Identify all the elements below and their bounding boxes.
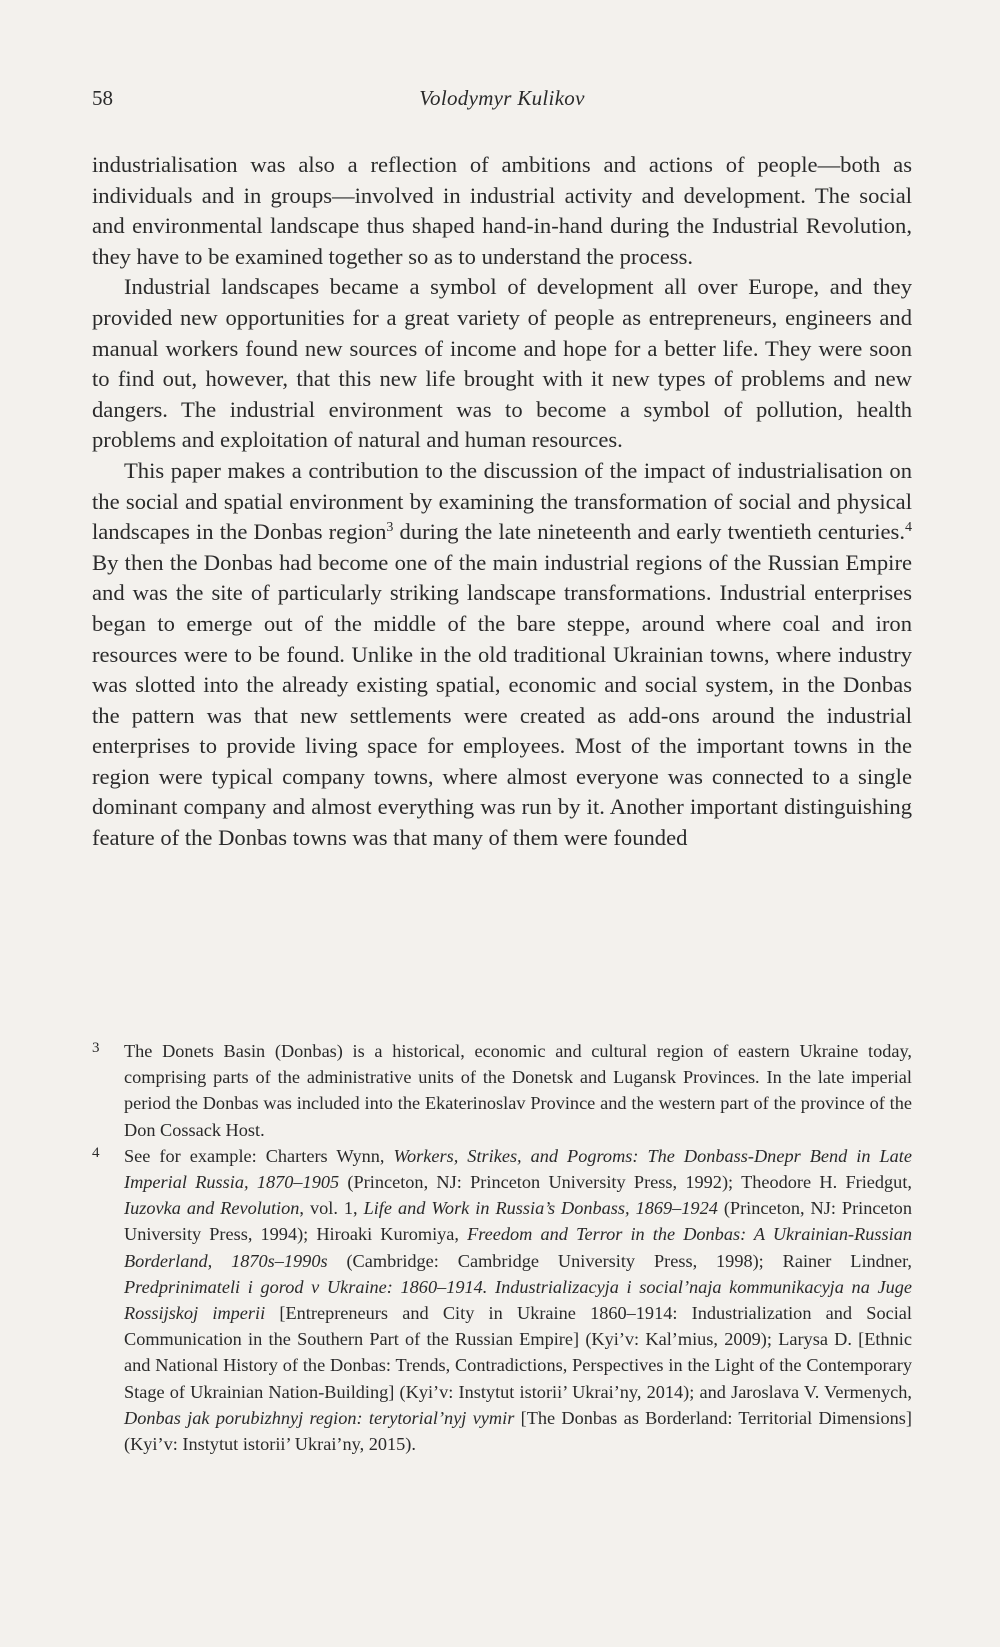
page-number: 58: [92, 86, 113, 110]
fn4-title-2: Iuzovka and Revolution: [124, 1198, 300, 1219]
footnote-number: 4: [92, 1144, 100, 1161]
fn4-text-7: [The Donbas as Borderland: Territorial Dimensions] (Kyi’v: Instytut istorii’ Ukrai’ny, 2015).: [124, 1407, 912, 1455]
footnote-3: [92, 1038, 912, 1143]
footnote-4: [92, 1143, 912, 1457]
footnote-ref-3[interactable]: 3: [386, 520, 394, 536]
paragraph-2: Industrial landscapes became a symbol of development all over Europe, and they provided new opportunities for a great variety of people as entrepreneurs, engineers and manual workers found new sources of income and hope for a better life. They were soon to find out, however, that this new life brought with it new types of problems and new dangers. The industrial environment was to become a symbol of pollution, health problems and exploitation of natural and human resources.: [92, 274, 912, 453]
fn4-text-1: See for example: Charters Wynn,: [124, 1145, 394, 1166]
paragraph-3-part-b: during the late nineteenth and early twentieth centuries.: [393, 519, 905, 545]
footnote-text: [124, 1143, 912, 1457]
fn4-text-5: (Cambridge: Cambridge University Press, 1998); Rainer Lindner,: [327, 1250, 912, 1271]
paragraph-3-part-c: By then the Donbas had become one of the main industrial regions of the Russian Empire and was the site of particularly striking landscape transformations. Industrial enterprises began to emerge out of the middle of the bare steppe, around where coal and iron resources were to be found. Unlike in the old traditional Ukrainian towns, where industry was slotted into the already existing spatial, economic and social system, in the Donbas the pattern was that new settlements were created as add-ons around the industrial enterprises to provide living space for employees. Most of the important towns in the region were typical company towns, where almost everyone was connected to a single dominant company and almost everything was run by it. Another important distinguishing feature of the Donbas towns was that many of them were founded: [92, 549, 912, 851]
fn4-title-1: Workers, Strikes, and Pogroms: The Donbass-Dnepr Bend in Late Imperial Russia, 1870–1905: [124, 1145, 912, 1193]
fn4-title-3: Life and Work in Russia’s Donbass, 1869–1924: [363, 1198, 718, 1219]
fn4-text-4: (Princeton, NJ: Princeton University Press, 1994); Hiroaki Kuromiya,: [124, 1198, 912, 1245]
footnote-text: The Donets Basin (Donbas) is a historical, economic and cultural region of eastern Ukraine today, comprising parts of the administrative units of the Donetsk and Lugansk Provinces. In the late imperial period the Donbas was included into the Ekaterinoslav Province and the western part of the province of the Don Cossack Host.: [124, 1041, 912, 1140]
running-head: [92, 86, 912, 116]
main-text: [92, 150, 912, 854]
paragraph-1: industrialisation was also a reflection of ambitions and actions of people—both as individuals and in groups—involved in industrial activity and development. The social and environmental landscape thus shaped hand-in-hand during the Industrial Revolution, they have to be examined together so as to understand the process.: [92, 152, 912, 269]
fn4-title-6: Donbas jak porubizhnyj region: terytorial’nyj vymir: [124, 1407, 515, 1428]
fn4-title-5: Predprinimateli i gorod v Ukraine: 1860–1914. Industrializacyja i social’naja kommunikacyja na Juge Rossijskoj imperii: [124, 1276, 912, 1324]
running-title: Volodymyr Kulikov: [419, 86, 585, 110]
footnote-ref-4[interactable]: 4: [905, 520, 912, 536]
fn4-text-6: [Entrepreneurs and City in Ukraine 1860–1914: Industrialization and Social Communication in the Southern Part of the Russian Empire] (Kyi’v: Kal’mius, 2009); Larysa D. [Ethnic and National History of the Donbas: Trends, Contradictions, Perspectives in the Light of the Contemporary Stage of Ukrainian Nation-Building] (Kyi’v: Instytut istorii’ Ukrai’ny, 2014); and Jaroslava V. Vermenych,: [124, 1303, 912, 1402]
paragraph-3-part-a: This paper makes a contribution to the discussion of the impact of industrialisation on the social and spatial environment by examining the transformation of social and physical landscapes in the Donbas region: [92, 457, 912, 545]
footnote-number: 3: [92, 1040, 100, 1056]
fn4-text-3: , vol. 1,: [299, 1198, 364, 1219]
fn4-text-2: (Princeton, NJ: Princeton University Press, 1992); Theodore H. Friedgut,: [339, 1172, 912, 1193]
fn4-title-4: Freedom and Terror in the Donbas: A Ukrainian-Russian Borderland, 1870s–1990s: [124, 1224, 912, 1271]
footnotes: [92, 1038, 912, 1457]
paragraph-3: [92, 456, 912, 854]
